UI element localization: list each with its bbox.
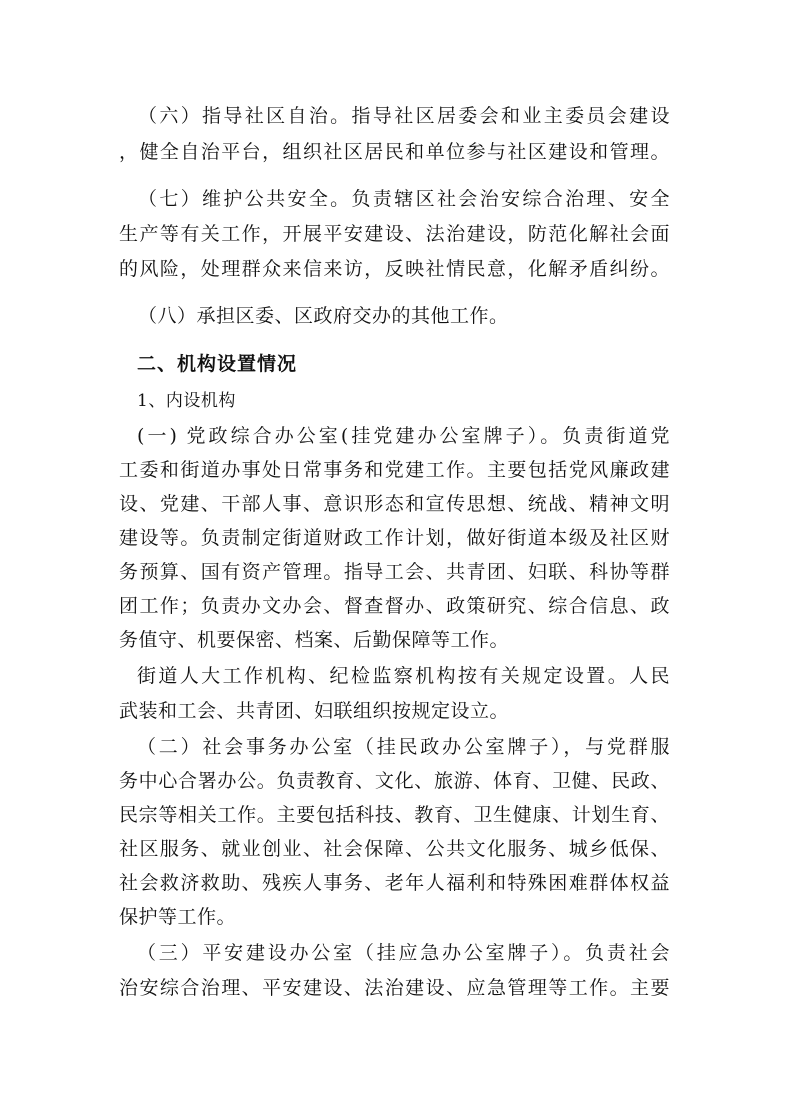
subsection-heading: 1、内设机构 [137,391,236,411]
text-line: 街道人大工作机构、纪检监察机构按有关规定设置。人民 [137,665,670,687]
text-line: （七）维护公共安全。负责辖区社会治安综合治理、安全 [138,188,670,210]
text-line: 的风险，处理群众来信来访，反映社情民意，化解矛盾纠纷。 [119,258,670,280]
text-line: 务值守、机要保密、档案、后勤保障等工作。 [119,629,510,651]
text-line: 社会救济救助、残疾人事务、老年人福利和特殊困难群体权益 [119,872,670,894]
text-line: 工委和街道办事处日常事务和党建工作。主要包括党风廉政建 [119,459,670,481]
text-line: 保护等工作。 [119,906,237,928]
text-line: （二）社会事务办公室（挂民政办公室牌子），与党群服 [137,736,670,758]
text-line: 民宗等相关工作。主要包括科技、教育、卫生健康、计划生育、 [119,804,670,826]
text-line: ，健全自治平台，组织社区居民和单位参与社区建设和管理。 [119,141,670,163]
text-line: 治安综合治理、平安建设、法治建设、应急管理等工作。主要 [119,977,670,999]
text-line: 建设等。负责制定街道财政工作计划，做好街道本级及社区财 [119,527,670,549]
text-line: （三）平安建设办公室（挂应急办公室牌子）。负责社会 [137,942,670,964]
text-line: 务中心合署办公。负责教育、文化、旅游、体育、卫健、民政、 [119,770,670,792]
text-line: (一) 党政综合办公室(挂党建办公室牌子）。负责街道党 [137,425,670,447]
text-line: （六）指导社区自治。指导社区居委会和业主委员会建设 [138,105,670,127]
text-line: 武装和工会、共青团、妇联组织按规定设立。 [119,700,510,722]
text-line: 团工作；负责办文办会、督查督办、政策研究、综合信息、政 [119,595,670,617]
text-line: 务预算、国有资产管理。指导工会、共青团、妇联、科协等群 [119,561,670,583]
section-heading: 二、机构设置情况 [137,353,298,375]
text-line: 生产等有关工作，开展平安建设、法治建设，防范化解社会面 [119,223,670,245]
text-line: 设、党建、干部人事、意识形态和宣传思想、统战、精神文明 [119,493,670,515]
text-line: （八）承担区委、区政府交办的其他工作。 [138,305,509,327]
text-line: 社区服务、就业创业、社会保障、公共文化服务、城乡低保、 [119,838,670,860]
